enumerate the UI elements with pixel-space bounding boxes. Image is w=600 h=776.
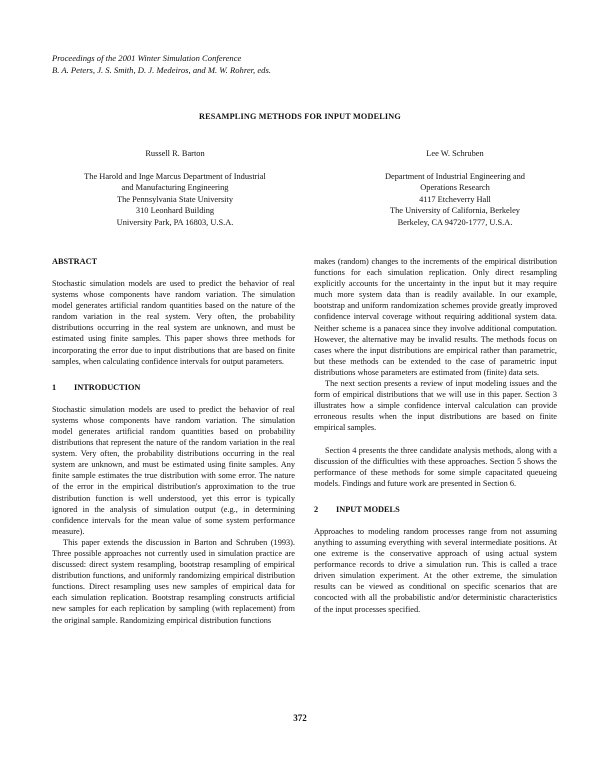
author-block-1 [50, 148, 300, 229]
author-name: Russell R. Barton [145, 149, 205, 158]
left-column [52, 256, 295, 626]
intro-paragraph-2-continued: makes (random) changes to the increments of the empirical distribution functions for each simulation replication. Only direct resampling explicitly accounts for the uncertainty in the input but it may require much more system data than is readily available. In our example, bootstrap and uniform randomization schemes provide greatly improved confidence interval coverage without requiring additional system data. Neither scheme is a panacea since they involve additional computation. However, the alternative may be invalid results. The methods focus on cases where the input distributions are empirical rather than parametric, but these methods can be extended to the case of parametric input distributions whose parameters are estimated from (finite) data sets. [314, 257, 557, 377]
affiliation-line: Operations Research [420, 183, 490, 193]
author-affiliation [330, 171, 580, 229]
affiliation-line: Berkeley, CA 94720-1777, U.S.A. [397, 217, 513, 227]
author-affiliation [50, 171, 300, 229]
proceedings-line-1: Proceedings of the 2001 Winter Simulation Conference [52, 53, 242, 63]
section-title: INTRODUCTION [74, 382, 141, 392]
page-number: 372 [293, 713, 307, 723]
affiliation-line: 4117 Etcheverry Hall [419, 194, 491, 204]
section-title: INPUT MODELS [336, 504, 400, 514]
affiliation-line: The University of California, Berkeley [389, 206, 520, 216]
input-models-paragraph-1: Approaches to modeling random processes range from not assuming anything to assuming everything with several intermediate positions. At one extreme is the conservative approach of using actual system performance records to drive a simulation run. This is called a trace driven simulation experiment. At the other extreme, the simulation results can be viewed as conditional on specific scenarios that are concocted with all the probabilistic and/or deterministic characteristics of the input processes specified. [314, 526, 557, 614]
affiliation-line: The Pennsylvania State University [116, 194, 234, 204]
abstract-text: Stochastic simulation models are used to predict the behavior of real systems whose components have random variation. The simulation model generates artificial random quantities based on the nature of the random variation in the real system. Very often, the probability distributions occurring in the real system are unknown, and must be estimated using finite samples. This paper shows three methods for incorporating the error due to input distributions that are based on finite samples, when calculating confidence intervals for output parameters. [52, 279, 295, 366]
proceedings-header [52, 52, 271, 76]
author-block-2 [330, 148, 580, 229]
section-heading-introduction [52, 382, 295, 393]
abstract-heading: ABSTRACT [52, 257, 98, 266]
section-number: 1 [52, 382, 57, 392]
affiliation-line: and Manufacturing Engineering [121, 183, 229, 193]
affiliation-line: The Harold and Inge Marcus Department of Industrial [84, 171, 266, 181]
proceedings-line-2: B. A. Peters, J. S. Smith, D. J. Medeiros, and M. W. Rohrer, eds. [52, 65, 271, 75]
author-name: Lee W. Schruben [426, 149, 484, 158]
section-number: 2 [314, 504, 319, 514]
intro-paragraph-3: The next section presents a review of input modeling issues and the form of empirical distributions that we will use in this paper. Section 3 illustrates how a simple confidence interval calculation can provide erroneous results when the input distributions are based on finite empirical samples. [314, 379, 557, 433]
right-column [314, 256, 557, 615]
intro-paragraph-4: Section 4 presents the three candidate analysis methods, along with a discussion of the difficulties with these approaches. Section 5 shows the performance of these methods for some simple capacitated queueing models. Findings and future work are presented in Section 6. [314, 445, 557, 488]
affiliation-line: Department of Industrial Engineering and [384, 171, 525, 181]
intro-paragraph-2: This paper extends the discussion in Barton and Schruben (1993). Three possible approaches not currently used in simulation practice are discussed: direct system resampling, bootstrap resampling of empirical distribution functions, and uniformly randomizing empirical distribution functions. Direct resampling uses new samples of empirical data for each simulation replication. Bootstrap resampling constructs artificial new samples for each replication by sampling (with replacement) from the original sample. Randomizing empirical distribution functions [52, 537, 295, 625]
affiliation-line: 310 Leonhard Building [135, 206, 215, 216]
intro-paragraph-1: Stochastic simulation models are used to predict the behavior of real systems whose components have random variation. The simulation model generates artificial random quantities based on probability distributions that represent the nature of the random variation in the real system. Very often, the probability distributions occurring in the real system are unknown, and must be estimated using finite samples. Any finite sample estimates the true distribution with some error. The nature of the error in the empirical distribution's approximation to the true distribution function is well understood, yet this error is typically ignored in the analysis of simulation output (e.g., in determining confidence intervals for the mean value of some system performance measure). [52, 404, 295, 536]
affiliation-line: University Park, PA 16803, U.S.A. [116, 217, 234, 227]
section-heading-input-models [314, 504, 557, 515]
paper-title: RESAMPLING METHODS FOR INPUT MODELING [199, 112, 401, 121]
